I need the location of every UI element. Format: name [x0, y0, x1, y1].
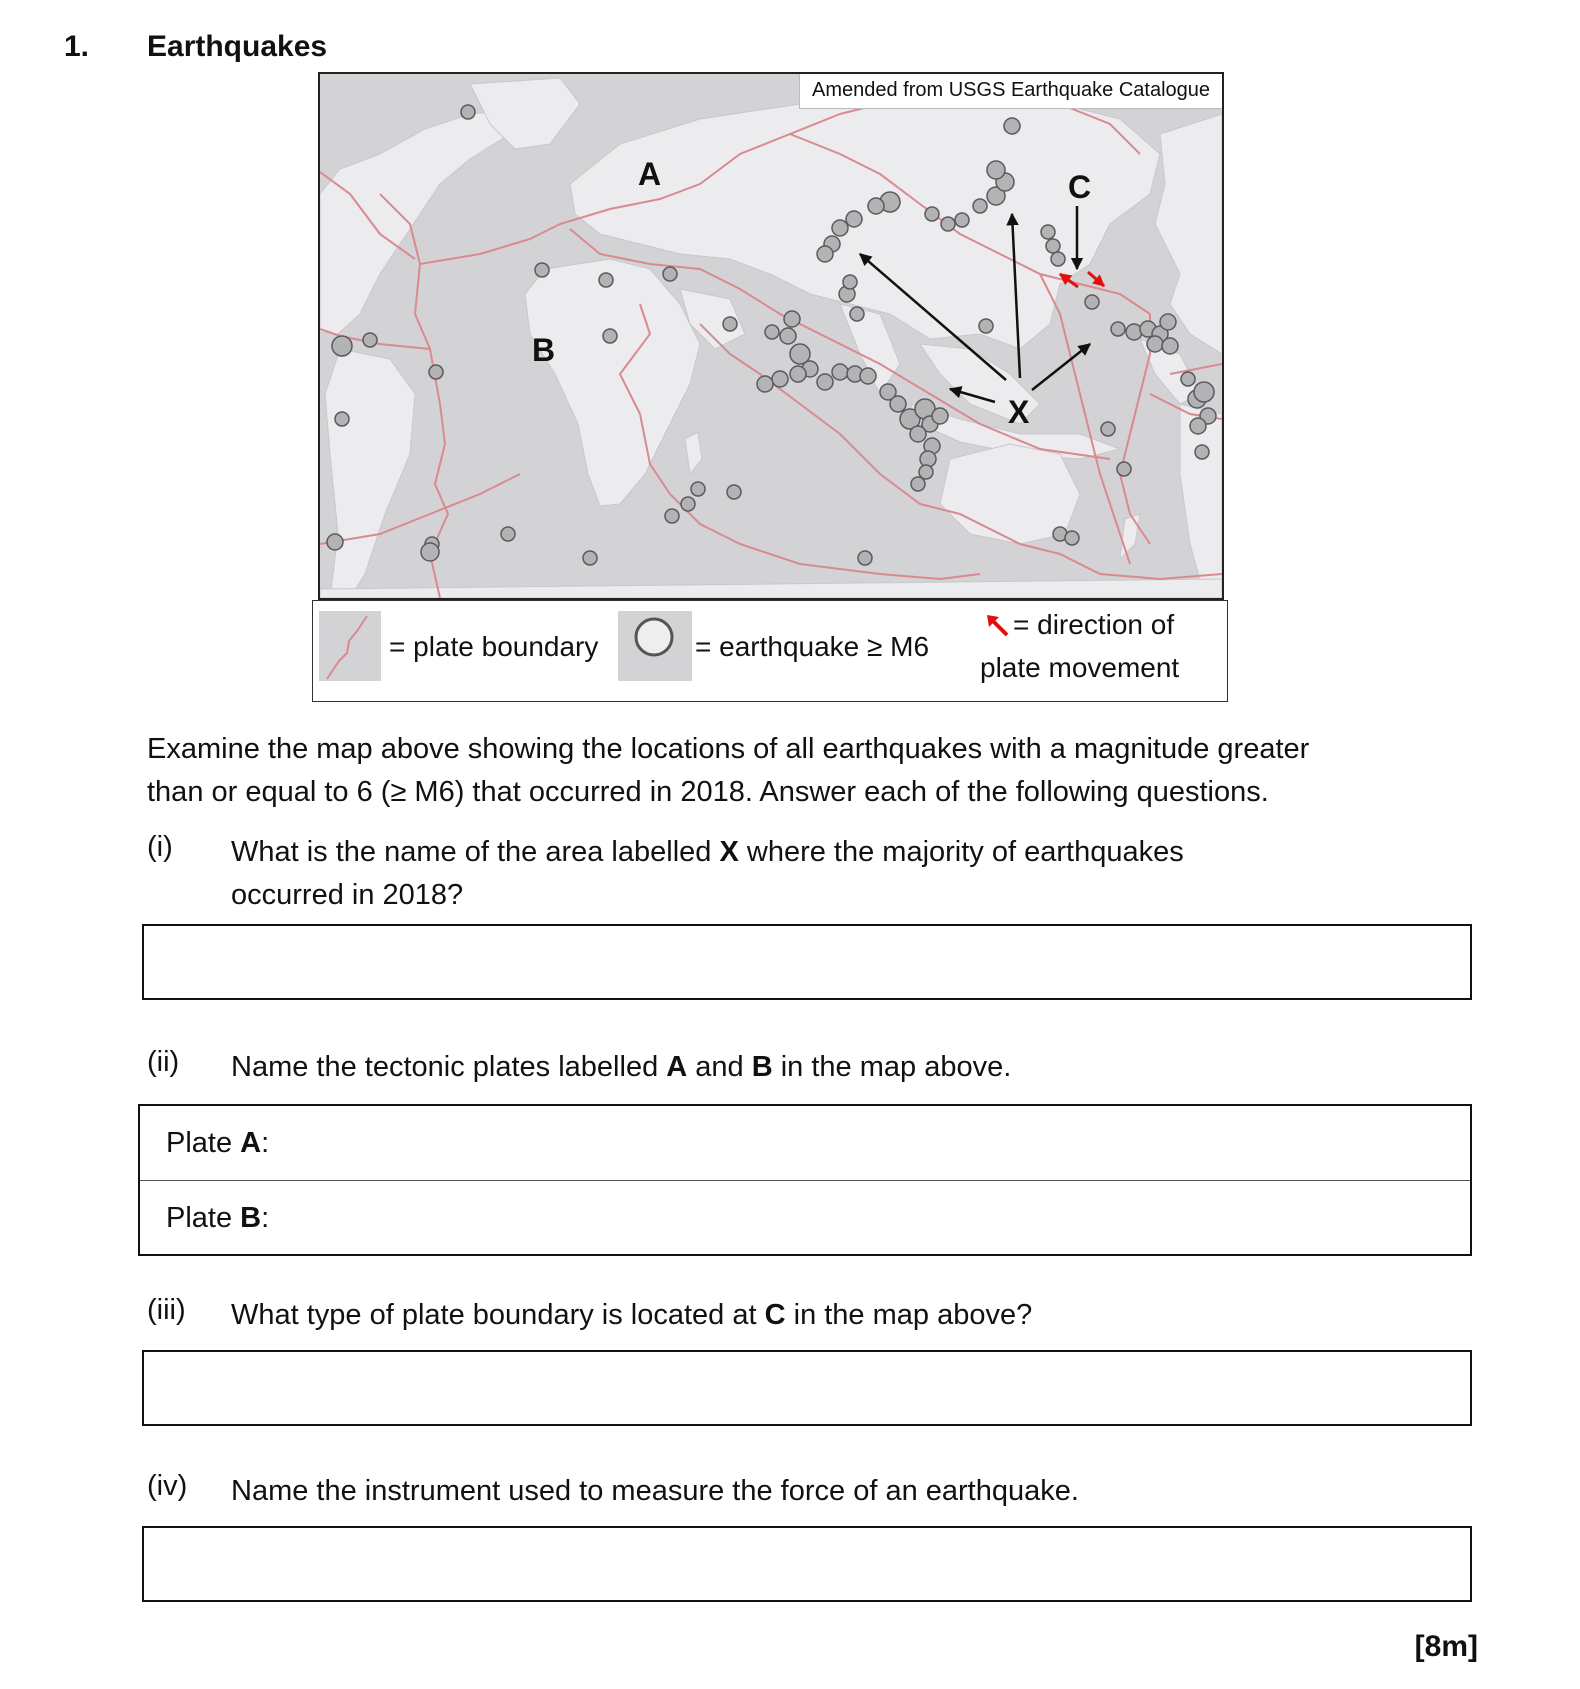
- question-iii-text: What type of plate boundary is located at C in the map above?: [231, 1299, 1033, 1331]
- question-i-label: (i): [147, 831, 173, 863]
- question-ii-label: (ii): [147, 1046, 180, 1078]
- answer-box-iv[interactable]: [142, 1526, 1472, 1602]
- world-map-graphic: [320, 74, 1222, 598]
- question-iv-label: (iv): [147, 1470, 188, 1502]
- legend-direction-line2: plate movement: [980, 652, 1180, 683]
- question-number: 1.: [64, 30, 90, 63]
- plate-boundary-swatch: [319, 611, 381, 681]
- marks-total: [8m]: [1414, 1630, 1478, 1663]
- intro-line-2: than or equal to 6 (≥ M6) that occurred in 2018. Answer each of the following questions.: [147, 776, 1269, 808]
- label-boundary-c: C: [1068, 169, 1092, 205]
- label-plate-a: A: [638, 156, 662, 192]
- plate-answer-table: [138, 1104, 1472, 1256]
- legend-direction-line1: = direction of: [1013, 609, 1175, 640]
- question-iii-label: (iii): [147, 1294, 186, 1326]
- map-source-caption: Amended from USGS Earthquake Catalogue: [799, 74, 1222, 109]
- question-title: Earthquakes: [147, 30, 328, 63]
- label-plate-b: B: [532, 332, 556, 368]
- intro-text: [147, 728, 1467, 814]
- map-legend: [312, 600, 1228, 702]
- earthquake-swatch: [618, 611, 692, 681]
- intro-line-1: Examine the map above showing the locations of all earthquakes with a magnitude greater: [147, 733, 1310, 765]
- answer-box-i[interactable]: [142, 924, 1472, 1000]
- legend-earthquake-text: = earthquake ≥ M6: [695, 631, 930, 662]
- question-i-text: What is the name of the area labelled X where the majority of earthquakes occurred in 2018?: [231, 836, 1184, 911]
- red-arrow-icon: [985, 613, 1011, 639]
- earthquake-map: [318, 72, 1224, 600]
- plate-b-row[interactable]: Plate B:: [166, 1202, 270, 1234]
- question-iv-text: Name the instrument used to measure the force of an earthquake.: [231, 1475, 1079, 1507]
- plate-a-row[interactable]: Plate A:: [140, 1106, 1470, 1181]
- label-area-x: X: [1008, 394, 1030, 430]
- question-ii-text: Name the tectonic plates labelled A and B in the map above.: [231, 1051, 1012, 1083]
- answer-box-iii[interactable]: [142, 1350, 1472, 1426]
- legend-boundary-text: = plate boundary: [389, 631, 599, 662]
